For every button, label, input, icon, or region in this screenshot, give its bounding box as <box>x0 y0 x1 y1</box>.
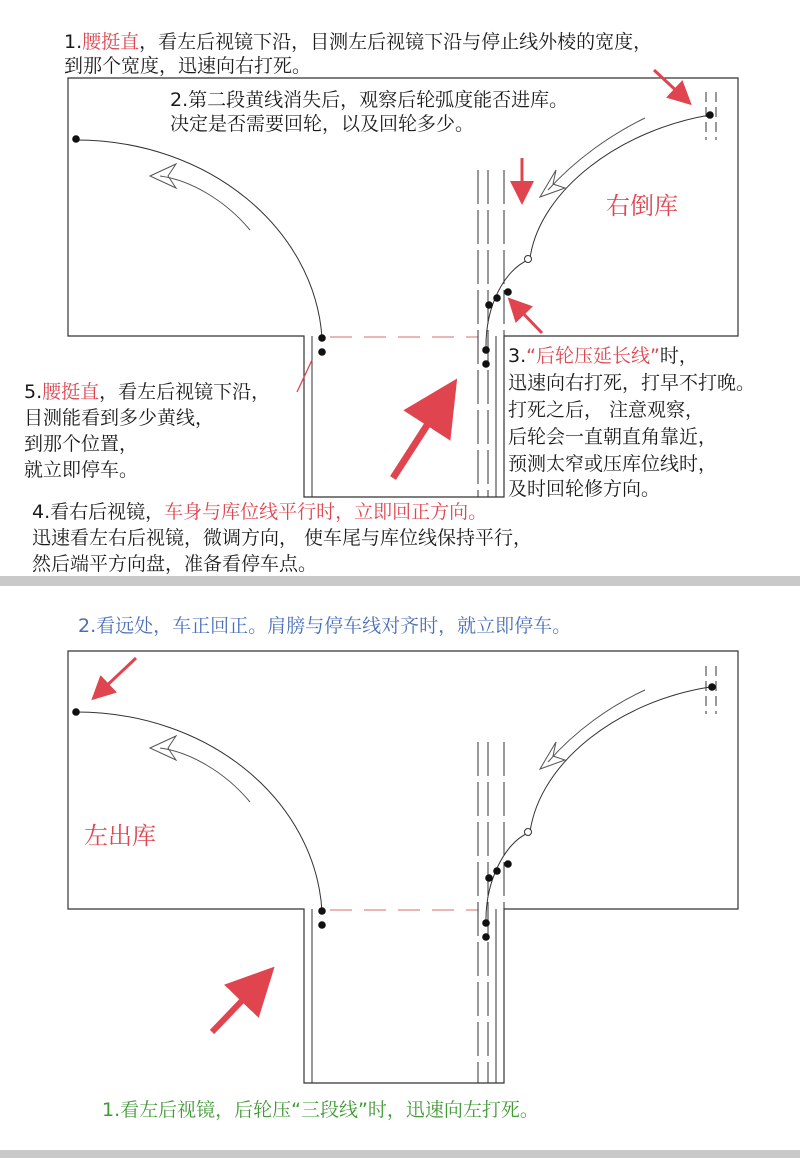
step1-line2: 到那个宽度，迅速向右打死。 <box>64 55 312 77</box>
step4-line3: 然后端平方向盘，准备看停车点。 <box>32 553 318 575</box>
step3-line1: 3.“后轮压延长线”时， <box>508 345 698 367</box>
step5-line2: 目测能看到多少黄线， <box>24 407 215 429</box>
field-outline <box>68 651 738 1083</box>
direction-arrow-right <box>548 118 645 190</box>
red-arrow-top-left <box>100 658 136 692</box>
dot <box>706 111 714 119</box>
step3-line2: 迅速向右打死，打早不打晚。 <box>508 372 756 394</box>
exit-step2: 2.看远处，车正回正。肩膀与停车线对齐时，就立即停车。 <box>78 615 572 637</box>
dot <box>72 708 80 716</box>
label-reverse-right: 右倒库 <box>606 192 678 220</box>
top-panel-reverse-parking <box>0 0 800 576</box>
red-big-arrow <box>393 402 442 478</box>
direction-arrow-right-head <box>540 170 565 197</box>
dot-hollow <box>525 829 532 836</box>
red-arrow-top-right <box>654 70 683 97</box>
step3-line6: 及时回轮修方向。 <box>508 478 661 500</box>
step5-line1: 5.腰挺直，看左后视镜下沿， <box>24 381 271 403</box>
dot <box>482 346 490 354</box>
exit-step1: 1.看左后视镜，后轮压“三段线”时，迅速向左打死。 <box>102 1099 539 1121</box>
direction-arrow-right <box>548 690 645 762</box>
dot <box>504 860 512 868</box>
bottom-border <box>0 1150 800 1158</box>
panel-separator <box>0 576 800 586</box>
top-diagram <box>0 0 800 576</box>
step4-line2: 迅速看左右后视镜，微调方向， 使车尾与库位线保持平行， <box>32 527 533 549</box>
dot <box>493 867 501 875</box>
step3-line5: 预测太窄或压库位线时， <box>508 453 718 475</box>
dot <box>482 360 490 368</box>
dot-hollow <box>525 256 532 263</box>
dot <box>504 288 512 296</box>
dot <box>485 301 493 309</box>
red-big-arrow <box>212 984 258 1032</box>
step4-line1: 4.看右后视镜，车身与库位线平行时，立即回正方向。 <box>32 501 488 523</box>
dot <box>482 933 490 941</box>
dot <box>708 683 716 691</box>
path-curve-left <box>76 712 322 911</box>
step5-line4: 就立即停车。 <box>24 459 139 481</box>
bottom-diagram <box>0 586 800 1150</box>
red-arrow-wheel <box>516 306 542 333</box>
step3-line4: 后轮会一直朝直角靠近， <box>508 426 718 448</box>
direction-arrow-right-head <box>540 742 565 769</box>
step2-line1: 2.第二段黄线消失后，观察后轮弧度能否进库。 <box>170 89 569 111</box>
dot <box>493 294 501 302</box>
step1-line1: 1.腰挺直，看左后视镜下沿，目测左后视镜下沿与停止线外棱的宽度， <box>64 31 653 53</box>
label-exit-left: 左出库 <box>84 822 156 850</box>
bottom-panel-exit-left <box>0 586 800 1150</box>
dot <box>318 907 326 915</box>
dot <box>318 348 326 356</box>
dot <box>485 874 493 882</box>
dot <box>482 919 490 927</box>
dot <box>318 334 326 342</box>
path-curve-right <box>530 687 710 832</box>
step2-line2: 决定是否需要回轮，以及回轮多少。 <box>170 113 475 135</box>
path-curve-right <box>530 115 710 258</box>
dot <box>318 921 326 929</box>
step3-line3: 打死之后， 注意观察， <box>508 399 705 421</box>
step5-line3: 到那个位置， <box>24 433 139 455</box>
path-curve-left <box>76 140 322 338</box>
dot <box>72 135 80 143</box>
